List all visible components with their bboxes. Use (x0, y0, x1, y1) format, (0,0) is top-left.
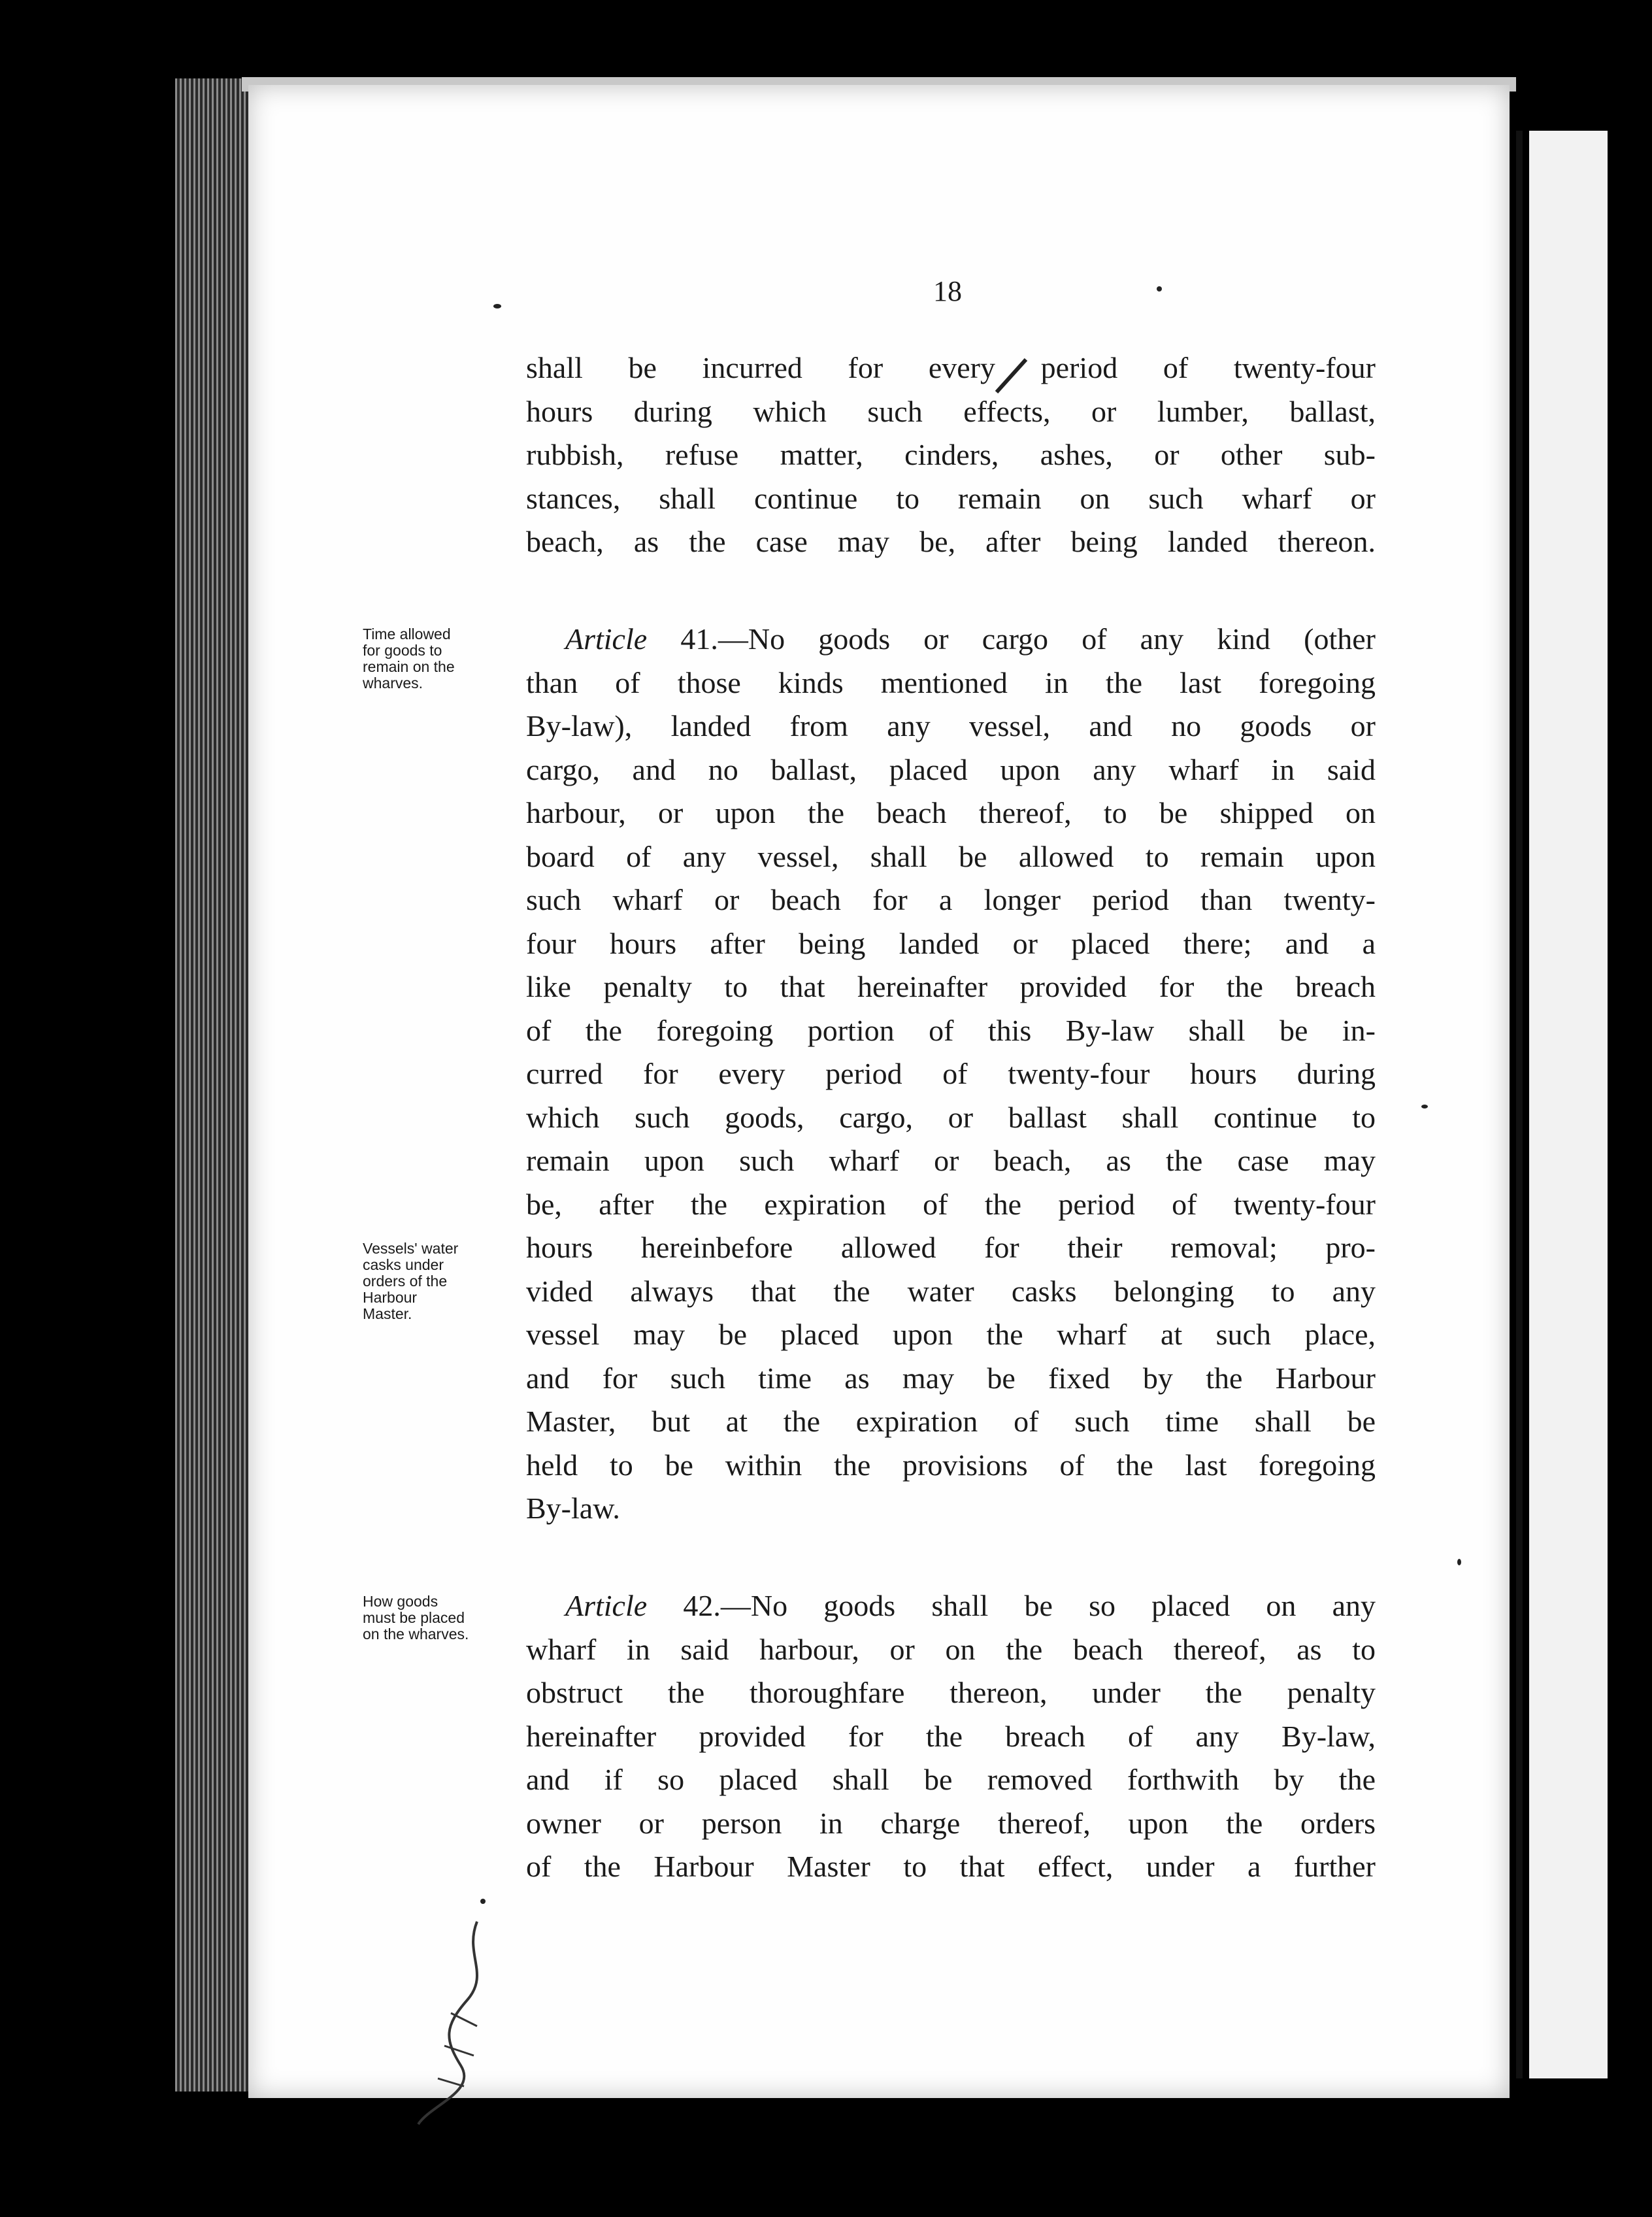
sidenote-line: remain on the (363, 658, 455, 675)
text-line: board of any vessel, shall be allowed to remain upon (526, 839, 1376, 873)
pencil-mark (993, 356, 1032, 395)
text-line: of the foregoing portion of this By-law shall be in- (526, 1013, 1376, 1047)
text-line: By-law), landed from any vessel, and no goods or (526, 709, 1376, 742)
ink-speck (480, 1899, 486, 1904)
text-line: hours hereinbefore allowed for their removal; pro- (526, 1231, 1376, 1264)
sidenote-line: How goods (363, 1593, 438, 1610)
facing-page-strip (1529, 131, 1608, 2078)
page-number: 18 (933, 275, 962, 307)
text-line: By-law. (526, 1492, 620, 1525)
text-line: beach, as the case may be, after being landed thereon. (526, 525, 1376, 558)
article-label: Article (565, 622, 648, 656)
text-line: owner or person in charge thereof, upon the orders (526, 1806, 1376, 1840)
text-line: hereinafter provided for the breach of any By-law, (526, 1719, 1376, 1753)
ink-speck (493, 304, 501, 308)
text-line: held to be within the provisions of the last foregoing (526, 1448, 1376, 1482)
text-line: vessel may be placed upon the wharf at such place, (526, 1318, 1376, 1351)
sidenote-line: Master. (363, 1305, 412, 1322)
article-41-first-line (526, 618, 1376, 661)
article-number: 42. (683, 1589, 721, 1622)
sidenote-line: Time allowed (363, 625, 451, 642)
sidenote-how-goods (363, 1593, 533, 1642)
sidenote-line: orders of the (363, 1273, 448, 1290)
sidenote-line: Vessels' water (363, 1240, 459, 1257)
text-line: hours during which such effects, or lumber, ballast, (526, 394, 1376, 428)
article-first-line-text: —No goods shall be so placed on any (720, 1589, 1376, 1622)
article-41-paragraph (526, 618, 1376, 1531)
text-line: obstruct the thoroughfare thereon, under the penalty (526, 1676, 1376, 1709)
text-line: cargo, and no ballast, placed upon any wharf in said (526, 752, 1376, 786)
sidenote-line: casks under (363, 1256, 444, 1273)
ink-speck (1457, 1559, 1461, 1565)
text-line: and if so placed shall be removed forthwith by the (526, 1763, 1376, 1796)
text-line: rubbish, refuse matter, cinders, ashes, or other sub- (526, 438, 1376, 471)
sidenote-vessels-water-casks (363, 1241, 533, 1322)
article-42-paragraph (526, 1584, 1376, 1889)
text-line: remain upon such wharf or beach, as the case may (526, 1144, 1376, 1177)
text-line: and for such time as may be fixed by the Harbour (526, 1361, 1376, 1395)
pencil-scribble (405, 1915, 510, 2131)
facing-page-gutter (1516, 131, 1523, 2078)
sidenote-line: for goods to (363, 642, 442, 659)
sidenote-time-allowed (363, 626, 533, 692)
ink-speck (1157, 286, 1162, 292)
sidenote-line: on the wharves. (363, 1625, 469, 1642)
text-line: vided always that the water casks belonging to any (526, 1274, 1376, 1308)
sidenote-line: must be placed (363, 1609, 465, 1626)
sidenote-line: Harbour (363, 1289, 418, 1306)
text-line: of the Harbour Master to that effect, under a further (526, 1850, 1376, 1883)
continuation-paragraph (526, 346, 1376, 564)
text-line: harbour, or upon the beach thereof, to be shipped on (526, 796, 1376, 829)
text-line: shall be incurred for every period of twenty-four (526, 351, 1376, 384)
article-label: Article (565, 1589, 648, 1622)
article-number: 41. (680, 622, 718, 656)
text-line: than of those kinds mentioned in the last foregoing (526, 665, 1376, 699)
ink-speck (1421, 1105, 1428, 1108)
text-line: like penalty to that hereinafter provided for the breach (526, 970, 1376, 1003)
text-line: stances, shall continue to remain on such wharf or (526, 481, 1376, 515)
book-page-edges (175, 78, 254, 2092)
text-line: four hours after being landed or placed there; and a (526, 926, 1376, 960)
text-line: be, after the expiration of the period of twenty-four (526, 1187, 1376, 1221)
text-line: such wharf or beach for a longer period than twenty- (526, 883, 1376, 916)
text-line: Master, but at the expiration of such time shall be (526, 1405, 1376, 1438)
article-42-first-line (526, 1584, 1376, 1628)
text-line: wharf in said harbour, or on the beach thereof, as to (526, 1632, 1376, 1666)
article-first-line-text: —No goods or cargo of any kind (other (718, 622, 1376, 656)
text-line: curred for every period of twenty-four hours during (526, 1057, 1376, 1090)
text-line: which such goods, cargo, or ballast shall continue to (526, 1100, 1376, 1134)
sidenote-line: wharves. (363, 675, 423, 692)
